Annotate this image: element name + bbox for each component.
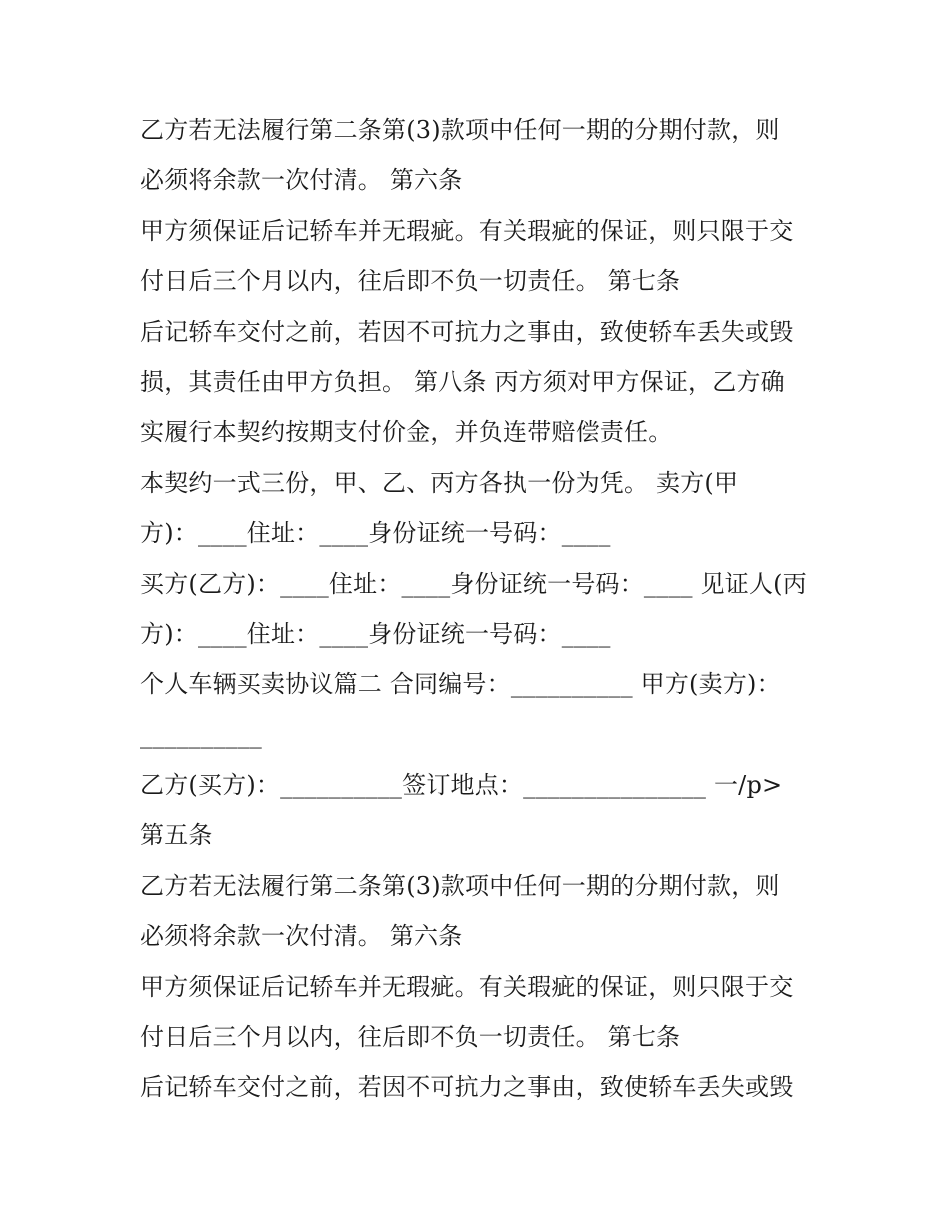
text-line: 第五条 [140,821,213,850]
text-line: 必须将余款一次付清。 第六条 [140,922,463,951]
document-body [140,105,830,1113]
text-line: 甲方须保证后记轿车并无瑕疵。有关瑕疵的保证，则只限于交 [140,972,794,1001]
text-line: 实履行本契约按期支付价金，并负连带赔偿责任。 [140,418,673,447]
text-line: 后记轿车交付之前，若因不可抗力之事由，致使轿车丢失或毁 [140,317,794,346]
text-line: 买方(乙方)：____住址：____身份证统一号码：____ 见证人(丙 [140,569,807,598]
text-line: 后记轿车交付之前，若因不可抗力之事由，致使轿车丢失或毁 [140,1073,794,1102]
text-line: 个人车辆买卖协议篇二 合同编号：__________ 甲方(卖方)： [140,670,781,699]
text-line: 付日后三个月以内，往后即不负一切责任。 第七条 [140,1023,681,1052]
text-line: 付日后三个月以内，往后即不负一切责任。 第七条 [140,267,681,296]
text-line: 方)：____住址：____身份证统一号码：____ [140,619,611,648]
text-line: 本契约一式三份，甲、乙、丙方各执一份为凭。 卖方(甲 [140,468,739,497]
text-line: 甲方须保证后记轿车并无瑕疵。有关瑕疵的保证，则只限于交 [140,216,794,245]
text-line: 方)：____住址：____身份证统一号码：____ [140,519,611,548]
text-line: 乙方若无法履行第二条第(3)款项中任何一期的分期付款，则 [140,871,780,900]
text-line: 必须将余款一次付清。 第六条 [140,166,463,195]
text-line: __________ [140,720,262,749]
text-line: 乙方(买方)：__________签订地点：_______________ 一/p> [140,771,783,800]
text-line: 损，其责任由甲方负担。 第八条 丙方须对甲方保证，乙方确 [140,367,785,396]
text-line: 乙方若无法履行第二条第(3)款项中任何一期的分期付款，则 [140,116,780,144]
